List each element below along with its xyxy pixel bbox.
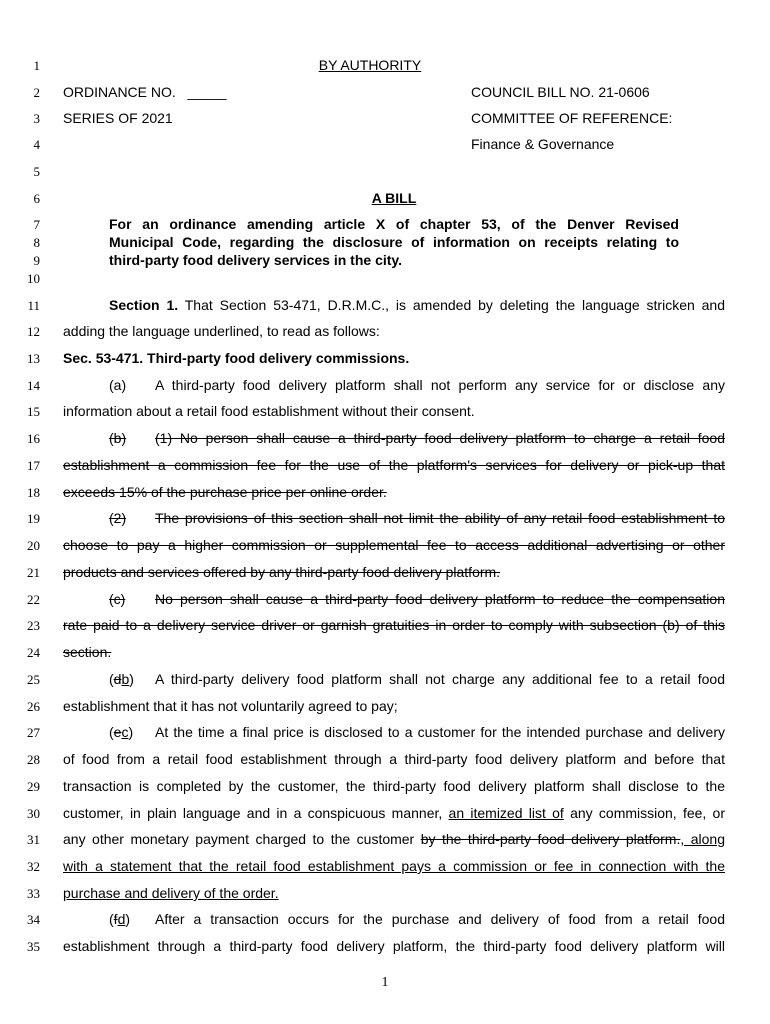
paragraph-b2-line: products and services offered by any third-party food delivery platform.	[63, 564, 501, 580]
paragraph-b2-line: choose to pay a higher commission or supplemental fee to access additional advertising or other	[63, 537, 725, 553]
by-authority: BY AUTHORITY	[318, 57, 422, 73]
paragraph-e-line: customer, in plain language and in a conspicuous manner, an itemized list of any commission, fee, or	[63, 805, 726, 821]
paragraph-b2-line: (2) The provisions of this section shall not limit the ability of any retail food establishment to	[109, 510, 725, 526]
line-number: 22	[27, 592, 40, 607]
paragraph-e-line: any other monetary payment charged to the customer by the third-party food delivery platform., along	[63, 831, 725, 847]
line-number: 29	[27, 779, 40, 794]
series: SERIES OF 2021	[63, 110, 173, 126]
line-number: 10	[27, 271, 40, 286]
page-number: 1	[381, 975, 389, 990]
line-number: 30	[27, 806, 40, 821]
paragraph-c-line: section.	[63, 644, 112, 660]
line-number: 14	[27, 378, 40, 393]
line-number: 12	[27, 324, 40, 339]
bill-description-line: Municipal Code, regarding the disclosure of information on receipts relating to	[109, 234, 679, 250]
committee-name: Finance & Governance	[471, 136, 615, 152]
line-number: 32	[27, 859, 40, 874]
committee-label: COMMITTEE OF REFERENCE:	[471, 110, 673, 126]
line-number: 31	[27, 832, 40, 847]
section-heading: Sec. 53-471. Third-party food delivery commissions.	[63, 350, 410, 366]
line-number: 35	[27, 939, 40, 954]
paragraph-b-line: (b) (1) No person shall cause a third-party food delivery platform to charge a retail food	[109, 430, 725, 446]
line-number: 15	[27, 404, 40, 419]
line-number: 18	[27, 485, 40, 500]
paragraph-b-line: exceeds 15% of the purchase price per online order.	[63, 484, 387, 500]
line-number: 26	[27, 699, 40, 714]
paragraph-b-line: establishment a commission fee for the use of the platform's services for delivery or pick-up that	[63, 457, 725, 473]
bill-title: A BILL	[371, 190, 417, 206]
line-number: 34	[27, 912, 40, 927]
bill-description-line: For an ordinance amending article X of chapter 53, of the Denver Revised	[109, 216, 679, 232]
line-number: 27	[27, 725, 40, 740]
line-number: 11	[27, 298, 40, 313]
bill-description-line: third-party food delivery services in the city.	[109, 252, 403, 268]
line-number: 4	[33, 137, 40, 152]
paragraph-f-line: (fd) After a transaction occurs for the purchase and delivery of food from a retail food	[109, 911, 725, 927]
paragraph-e-line: with a statement that the retail food establishment pays a commission or fee in connection with the	[63, 858, 725, 874]
paragraph-a-line: (a) A third-party food delivery platform shall not perform any service for or disclose any	[109, 377, 725, 393]
line-number: 16	[27, 431, 40, 446]
line-number: 13	[27, 351, 40, 366]
line-number: 17	[27, 458, 40, 473]
line-number: 23	[27, 618, 40, 633]
paragraph-d-line: establishment that it has not voluntarily agreed to pay;	[63, 698, 398, 714]
paragraph-c-line: rate paid to a delivery service driver or garnish gratuities in order to comply with subsection (b) of this	[63, 617, 725, 633]
paragraph-e-line: (ec) At the time a final price is disclosed to a customer for the intended purchase and delivery	[109, 724, 725, 740]
paragraph-a-line: information about a retail food establishment without their consent.	[63, 403, 475, 419]
line-number: 33	[27, 886, 40, 901]
paragraph-e-line: transaction is completed by the customer, the third-party food delivery platform shall disclose to the	[63, 778, 725, 794]
line-number: 20	[27, 538, 40, 553]
line-number: 2	[33, 85, 40, 100]
line-number: 9	[33, 253, 40, 268]
line-number: 3	[33, 111, 40, 126]
line-number: 8	[33, 235, 40, 250]
section-1-intro: Section 1. That Section 53-471, D.R.M.C., is amended by deleting the language stricken and	[109, 297, 725, 313]
paragraph-c-line: (c) No person shall cause a third-party food delivery platform to reduce the compensation	[109, 591, 725, 607]
paragraph-f-line: establishment through a third-party food delivery platform, the third-party food delivery platform will	[63, 938, 725, 954]
paragraph-d-line: (db) A third-party delivery food platform shall not charge any additional fee to a retail food	[109, 671, 725, 687]
line-number: 7	[33, 217, 40, 232]
line-number: 1	[33, 58, 40, 73]
line-number: 19	[27, 511, 40, 526]
council-bill-number: COUNCIL BILL NO. 21-0606	[471, 84, 650, 100]
ordinance-number: ORDINANCE NO. _____	[63, 84, 227, 100]
paragraph-e-line: of food from a retail food establishment through a third-party food delivery platform and before that	[63, 751, 725, 767]
line-number: 5	[33, 164, 40, 179]
line-number: 24	[27, 645, 40, 660]
section-1-intro-cont: adding the language underlined, to read as follows:	[63, 323, 380, 339]
line-number: 28	[27, 752, 40, 767]
line-number: 21	[27, 565, 40, 580]
paragraph-e-line: purchase and delivery of the order.	[63, 885, 279, 901]
line-number: 6	[33, 191, 40, 206]
line-number: 25	[27, 672, 40, 687]
